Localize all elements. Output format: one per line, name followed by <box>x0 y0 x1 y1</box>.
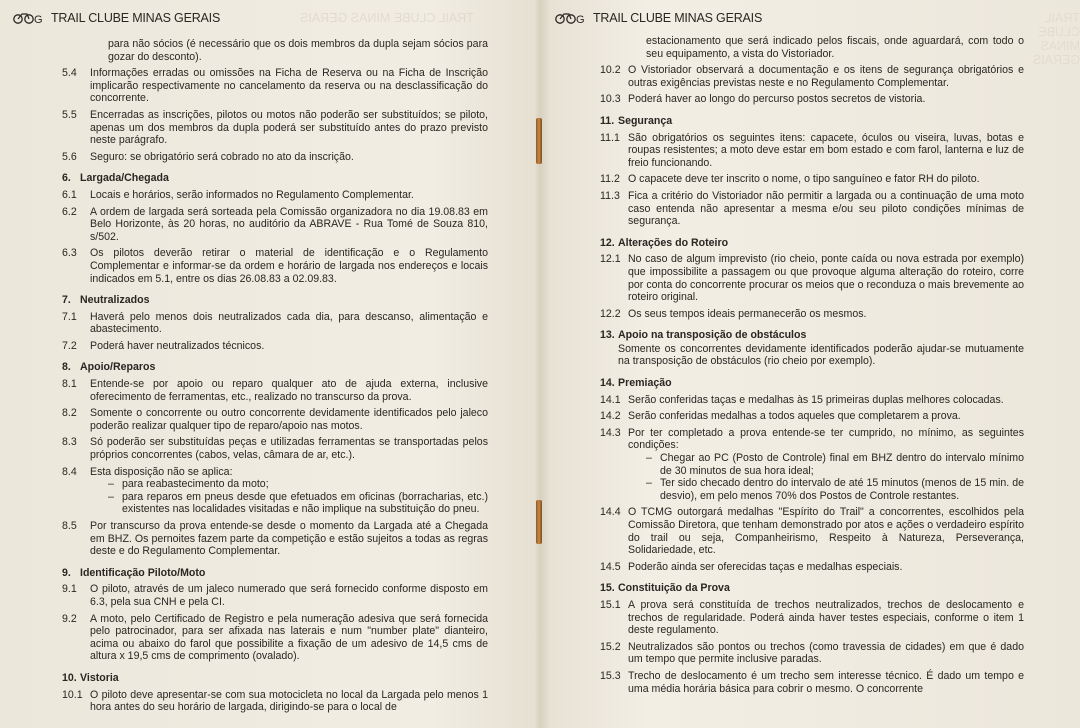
section <box>600 582 1024 695</box>
page-header <box>12 11 220 25</box>
clause-number: 11.1 <box>600 131 620 144</box>
section-number: 9. <box>62 566 71 579</box>
clause <box>62 206 488 244</box>
section-heading: Segurança <box>618 114 673 127</box>
clause <box>62 109 488 147</box>
clause-text: A moto, pelo Certificado de Registro e pela numeração adesiva que será fornecida pelo patrocinador, para ser afixada nas laterais e num "number plate" dianteiro, acima ou abaixo do farol que possibilite a fixação de um adesivo de 14,5 cms de altura x 19,5 cms de comprimento (ovalado). <box>90 612 488 663</box>
clause-number: 8.5 <box>62 520 77 532</box>
clause <box>600 64 1024 89</box>
clause <box>600 308 1024 321</box>
clause-number: 8.2 <box>62 407 77 420</box>
bleed-through-header: TRAIL CLUBE MINAS GERAIS <box>300 11 474 25</box>
clause <box>62 247 488 285</box>
clause <box>600 173 1024 186</box>
section-number: 13. <box>600 329 615 342</box>
clause-number: 8.4 <box>62 465 77 478</box>
bullet-text: para reparos em pneus desde que efetuados em oficinas (borracharias, etc.) existentes nas localidades visitadas e não implique na substituição do pneu. <box>122 490 488 516</box>
clause <box>62 520 488 558</box>
clause-number: 9.1 <box>62 583 77 596</box>
bullet-text: Chegar ao PC (Posto de Controle) final em BHZ dentro do intervalo mínimo de 30 minutos de sua hora ideal; <box>660 452 1024 477</box>
continued-text: estacionamento que será indicado pelos fiscais, onde aguardará, com todo o seu equipamento, a vista do Vistoriador. <box>646 35 1024 60</box>
clause-text: Somente o concorrente ou outro concorrente devidamente identificados pelo jaleco poderão realizar qualquer tipo de reparo/apoio nas motos. <box>90 407 488 432</box>
section-heading: Neutralizados <box>80 294 150 307</box>
section-title <box>62 672 488 685</box>
section-heading: Alterações do Roteiro <box>618 236 729 249</box>
clause-number: 7.2 <box>62 339 77 352</box>
section-heading: Identificação Piloto/Moto <box>80 566 206 579</box>
section-title <box>600 329 1024 342</box>
clause-number: 5.6 <box>62 150 77 163</box>
clause-number: 14.3 <box>600 426 621 439</box>
section <box>62 567 488 663</box>
page-header <box>554 11 762 25</box>
clause-text: Entende-se por apoio ou reparo qualquer ato de ajuda externa, inclusive oferecimento de ferramentas, etc., realizado no transcurso da prova. <box>90 378 488 403</box>
clause-number: 9.2 <box>62 612 77 625</box>
svg-text:G: G <box>34 14 43 25</box>
club-logo-icon <box>554 11 588 25</box>
club-name: TRAIL CLUBE MINAS GERAIS <box>593 11 763 25</box>
section-title <box>600 377 1024 390</box>
clause-number: 14.4 <box>600 506 621 519</box>
clause-number: 14.5 <box>600 560 621 573</box>
clause-number: 15.3 <box>600 669 621 682</box>
clause <box>62 340 488 353</box>
section-heading: Premiação <box>618 377 672 390</box>
section-heading: Apoio na transposição de obstáculos <box>618 329 807 342</box>
clause-text: Informações erradas ou omissões na Ficha de Reserva ou na Ficha de Inscrição implicarão respectivamente no cancelamento da reserva ou na desclassificação do concorrente. <box>90 67 488 105</box>
section-heading: Apoio/Reparos <box>80 361 156 374</box>
right-page-content <box>600 35 1024 695</box>
section <box>600 329 1024 368</box>
dash-bullet-icon: – <box>108 490 114 503</box>
section-heading: Largada/Chegada <box>80 172 169 185</box>
clause-number: 5.5 <box>62 108 77 121</box>
clause-number: 7.1 <box>62 310 77 323</box>
section-title <box>600 582 1024 595</box>
clause <box>600 253 1024 303</box>
clause <box>600 132 1024 170</box>
clause-number: 11.2 <box>600 173 620 186</box>
clause <box>62 67 488 105</box>
clause-text: Por transcurso da prova entende-se desde o momento da Largada até a Chegada em BHZ. Os pernoites fazem parte da competição e estão sujeitos a todas as regras deste e do Regulamento Complementar. <box>90 520 488 558</box>
clause-text: Seguro: se obrigatório será cobrado no ato da inscrição. <box>90 150 354 163</box>
clause-number: 6.3 <box>62 247 77 260</box>
clause-number: 14.2 <box>600 410 621 423</box>
clause-text: Poderão ainda ser oferecidas taças e medalhas especiais. <box>628 560 903 573</box>
clause <box>600 506 1024 556</box>
bullet-item <box>62 478 488 491</box>
clause-text: Os pilotos deverão retirar o material de identificação e o Regulamento Complementar e informar-se da ordem e horário de largada nos endereços e locais indicados em 5.1, entre os dias 26.08.83 a 02.09.83. <box>90 247 488 285</box>
clause-text: Trecho de deslocamento é um trecho sem interesse técnico. É dado um tempo e uma média horária básica para cobrir o mesmo. O concorrente <box>628 669 1024 695</box>
clause <box>600 427 1024 452</box>
clause-text: A ordem de largada será sorteada pela Comissão organizadora no dia 19.08.83 em Belo Horizonte, às 20 horas, no auditório da ABRAVE - Rua Tomé de Souza 810, s/502. <box>90 205 488 243</box>
clause <box>600 93 1024 106</box>
clause-number: 15.1 <box>600 598 621 611</box>
clause-text: Os seus tempos ideais permanecerão os mesmos. <box>628 307 867 320</box>
clause <box>62 466 488 479</box>
clause-text: O capacete deve ter inscrito o nome, o tipo sanguíneo e fator RH do piloto. <box>628 173 980 186</box>
section-number: 14. <box>600 377 615 390</box>
clause <box>62 311 488 336</box>
clause <box>62 613 488 663</box>
clause <box>62 189 488 202</box>
bullet-text: para reabastecimento da moto; <box>122 478 269 491</box>
clause-text: No caso de algum imprevisto (rio cheio, ponte caída ou nova estrada por exemplo) que impossibilite a passagem ou que provoque alguma alteração do roteiro, corre por conta do concorrente procurar os meios que o reconduza o mais brevemente ao roteiro original. <box>628 253 1024 304</box>
clause-text: Serão conferidas taças e medalhas às 15 primeiras duplas melhores colocadas. <box>628 393 1004 406</box>
clause-text: Por ter completado a prova entende-se ter cumprido, no mínimo, as seguintes condições: <box>628 426 1024 452</box>
clause <box>62 689 488 714</box>
clause <box>600 670 1024 695</box>
clause <box>600 394 1024 407</box>
clause-text: Serão conferidas medalhas a todos aqueles que completarem a prova. <box>628 410 961 423</box>
clause-text: A prova será constituída de trechos neutralizados, trechos de deslocamento e trechos de regularidade. Poderá ainda haver testes especiais, conforme o item 1 deste regulamento. <box>628 598 1024 637</box>
clause-number: 10.2 <box>600 64 621 77</box>
clause <box>600 190 1024 228</box>
clause-text: Locais e horários, serão informados no Regulamento Complementar. <box>90 188 414 201</box>
section-heading: Vistoria <box>80 671 119 684</box>
clause <box>600 410 1024 423</box>
clause-number: 6.1 <box>62 188 77 201</box>
right-page <box>540 0 1080 728</box>
dash-bullet-icon: – <box>646 452 652 465</box>
clause-text: São obrigatórios os seguintes itens: capacete, óculos ou viseira, luvas, botas e roupas resistentes; a moto deve estar em bom estado e com farol, lanterna e luz de freio funcionando. <box>628 131 1024 169</box>
clause-text: Esta disposição não se aplica: <box>90 465 233 478</box>
dash-bullet-icon: – <box>646 477 652 490</box>
section-number: 12. <box>600 236 615 249</box>
clause-text: O Vistoriador observará a documentação e os itens de segurança obrigatórios e outras exigências previstas neste e no Regulamento Complementar. <box>628 64 1024 89</box>
section-title <box>62 567 488 580</box>
clause-number: 14.1 <box>600 393 621 406</box>
continued-text: para não sócios (é necessário que os dois membros da dupla sejam sócios para gozar do desconto). <box>108 38 488 63</box>
section <box>600 237 1024 321</box>
clause <box>62 583 488 608</box>
dash-bullet-icon: – <box>108 478 114 491</box>
clause-number: 8.1 <box>62 378 77 391</box>
section <box>62 172 488 285</box>
clause-text: Fica a critério do Vistoriador não permitir a largada ou a continuação de uma moto caso entenda não apresentar a mesma e/ou seu piloto condições mínimas de segurança. <box>628 189 1024 228</box>
section <box>62 294 488 352</box>
clause <box>62 436 488 461</box>
section <box>62 672 488 714</box>
left-page-content <box>62 38 488 714</box>
clause-text: O piloto deve apresentar-se com sua motocicleta no local da Largada pelo menos 1 hora antes do seu horário de largada, dirigindo-se para o local de <box>90 688 488 714</box>
club-name: TRAIL CLUBE MINAS GERAIS <box>51 11 221 25</box>
section-title <box>600 115 1024 128</box>
clause-number: 5.4 <box>62 67 77 80</box>
clause-text: O TCMG outorgará medalhas "Espírito do Trail" a concorrentes, escolhidos pela Comissão Diretora, que tenham demonstrado por atos e ações o verdadeiro espírito do trail ou seja, Companheirismo, Respeito à Natureza, Perseverança, Solidariedade, etc. <box>628 506 1024 557</box>
clause-number: 12.2 <box>600 307 621 320</box>
clause <box>62 378 488 403</box>
club-logo-icon <box>12 11 46 25</box>
section-text: Somente os concorrentes devidamente identificados poderão ajudar-se mutuamente na transposição de obstáculos (rio cheio por exemplo). <box>618 342 1024 368</box>
section-title <box>62 294 488 307</box>
section-number: 7. <box>62 294 71 307</box>
clause <box>600 561 1024 574</box>
section-title <box>600 237 1024 250</box>
clause-number: 10.1 <box>62 688 83 701</box>
svg-text:G: G <box>576 14 585 25</box>
section-number: 10. <box>62 671 77 684</box>
clause-number: 6.2 <box>62 205 77 218</box>
section-title <box>62 172 488 185</box>
clause-number: 10.3 <box>600 93 621 106</box>
section <box>62 361 488 557</box>
clause-text: Encerradas as inscrições, pilotos ou motos não poderão ser substituídos; se piloto, apenas um dos membros da dupla poderá ser substituído antes do prazo previsto neste parágrafo. <box>90 108 488 147</box>
section-number: 6. <box>62 172 71 185</box>
section-heading: Constituição da Prova <box>618 582 730 595</box>
clause-number: 12.1 <box>600 253 621 266</box>
section <box>600 115 1024 228</box>
clause-text: Poderá haver neutralizados técnicos. <box>90 339 265 352</box>
clause-text: Neutralizados são pontos ou trechos (como travessia de cidades) em que é dado um tempo que permite inclusive paradas. <box>628 640 1024 666</box>
clause <box>600 641 1024 666</box>
clause-number: 11.3 <box>600 189 620 202</box>
clause <box>600 599 1024 637</box>
bullet-item <box>62 491 488 516</box>
clause <box>62 151 488 164</box>
bleed-through-header: TRAIL CLUBE MINAS GERAIS <box>1032 11 1080 67</box>
section <box>600 377 1024 573</box>
clause-text: Haverá pelo menos dois neutralizados cada dia, para descanso, alimentação e abastecimento. <box>90 310 488 336</box>
clause-text: Poderá haver ao longo do percurso postos secretos de vistoria. <box>628 93 926 106</box>
section-number: 8. <box>62 361 71 374</box>
bullet-item <box>600 452 1024 477</box>
bullet-item <box>600 477 1024 502</box>
clause-text: O piloto, através de um jaleco numerado que será fornecido conforme disposto em 6.3, pela sua CNH e pela CI. <box>90 583 488 608</box>
section-number: 15. <box>600 582 615 595</box>
clause <box>62 407 488 432</box>
section-number: 11. <box>600 114 615 127</box>
section-title <box>62 361 488 374</box>
bullet-text: Ter sido checado dentro do intervalo de até 15 minutos (menos de 15 min. de desvio), em pelo menos 70% dos Postos de Controle restantes. <box>660 477 1024 502</box>
clause-text: Só poderão ser substituídas peças e utilizadas ferramentas se transportadas pelos próprios concorrentes (cabos, velas, câmara de ar, etc.). <box>90 436 488 462</box>
clause-number: 15.2 <box>600 640 621 653</box>
clause-number: 8.3 <box>62 436 77 449</box>
